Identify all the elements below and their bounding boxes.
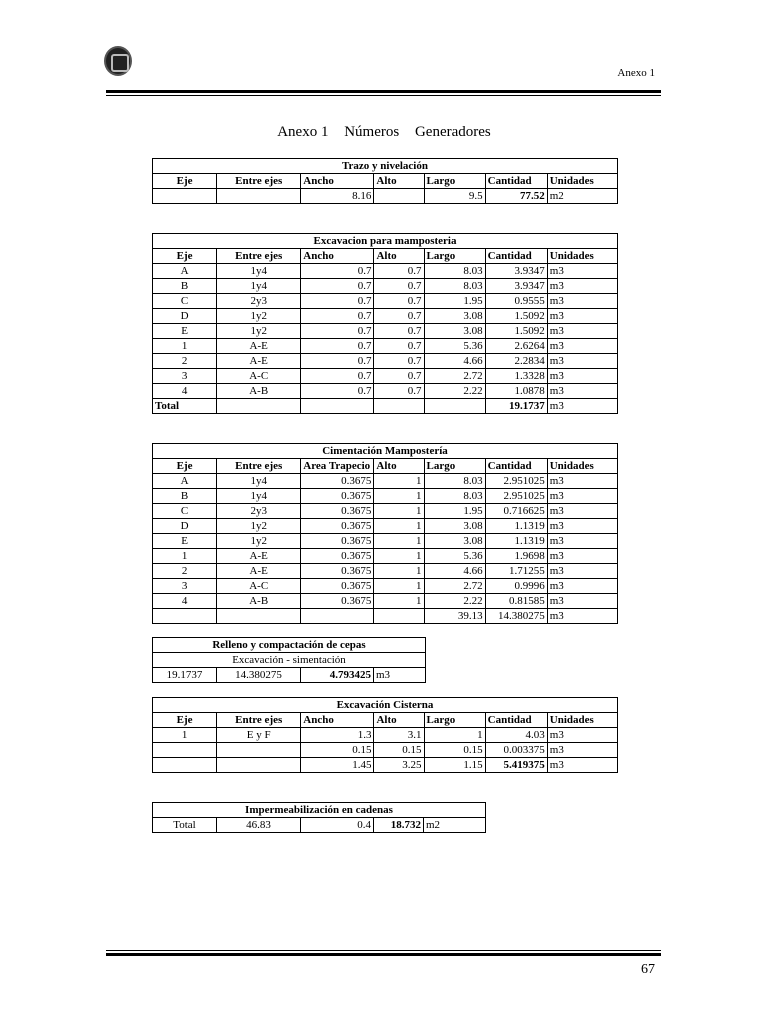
cell xyxy=(301,609,374,624)
cell: 0.7 xyxy=(301,354,374,369)
cell: m3 xyxy=(374,668,426,683)
column-header: Largo xyxy=(424,249,485,264)
cell xyxy=(374,399,424,414)
cell xyxy=(374,609,424,624)
cell: D xyxy=(153,309,217,324)
cell: 1 xyxy=(374,519,424,534)
column-header: Eje xyxy=(153,459,217,474)
cell: 0.003375 xyxy=(485,743,547,758)
impermeabilizacion-table xyxy=(152,802,486,833)
cell xyxy=(374,189,424,204)
cell: Total xyxy=(153,399,217,414)
column-header: Unidades xyxy=(547,459,617,474)
cell: 1.45 xyxy=(301,758,374,773)
table-subcaption: Excavación - simentación xyxy=(153,653,426,668)
cell: 0.7 xyxy=(374,294,424,309)
cell: m3 xyxy=(547,294,617,309)
title-generadores: Generadores xyxy=(414,124,491,140)
cell: 0.9996 xyxy=(485,579,547,594)
cell: 8.03 xyxy=(424,489,485,504)
excavacion-table xyxy=(152,233,618,414)
cell: 0.7 xyxy=(301,264,374,279)
page-number: 67 xyxy=(641,962,655,977)
cell: 0.4 xyxy=(301,818,374,833)
cell: 2.951025 xyxy=(485,489,547,504)
cell: 0.7 xyxy=(374,279,424,294)
cell: 18.732 xyxy=(374,818,424,833)
column-header: Largo xyxy=(424,174,485,189)
table-row xyxy=(153,549,618,564)
cell: 14.380275 xyxy=(485,609,547,624)
cell: 1 xyxy=(153,728,217,743)
column-header: Largo xyxy=(424,459,485,474)
cell: 0.3675 xyxy=(301,579,374,594)
cell: m3 xyxy=(547,279,617,294)
cell: 4 xyxy=(153,384,217,399)
cell: 1y2 xyxy=(217,324,301,339)
total-row xyxy=(153,399,618,414)
cell: 4.66 xyxy=(424,564,485,579)
total-row xyxy=(153,609,618,624)
cell: 0.7 xyxy=(301,339,374,354)
column-header: Entre ejes xyxy=(217,249,301,264)
cell: 0.9555 xyxy=(485,294,547,309)
cell: 1y4 xyxy=(217,264,301,279)
cell: 1.95 xyxy=(424,294,485,309)
column-header: Entre ejes xyxy=(217,713,301,728)
cell: 77.52 xyxy=(485,189,547,204)
cell: 0.7 xyxy=(301,384,374,399)
column-header: Alto xyxy=(374,249,424,264)
cell: 1y2 xyxy=(217,519,301,534)
cell: 0.7 xyxy=(301,279,374,294)
cell: 9.5 xyxy=(424,189,485,204)
cell: m3 xyxy=(547,519,617,534)
cell: 1.71255 xyxy=(485,564,547,579)
cell: m3 xyxy=(547,474,617,489)
cell: 3.08 xyxy=(424,534,485,549)
column-header: Ancho xyxy=(301,713,374,728)
cell: 4.66 xyxy=(424,354,485,369)
table-row xyxy=(153,279,618,294)
cell: E xyxy=(153,534,217,549)
table-row xyxy=(153,743,618,758)
cell: 3.08 xyxy=(424,324,485,339)
cell: m3 xyxy=(547,564,617,579)
cell: 2.22 xyxy=(424,384,485,399)
cell: 1 xyxy=(374,549,424,564)
table-caption: Relleno y compactación de cepas xyxy=(153,638,426,653)
header-rule-thin xyxy=(106,95,661,96)
column-header: Alto xyxy=(374,459,424,474)
cell: 0.3675 xyxy=(301,489,374,504)
cell xyxy=(217,609,301,624)
cell: Total xyxy=(153,818,217,833)
table-row xyxy=(153,339,618,354)
column-header: Unidades xyxy=(547,249,617,264)
cell: 1.15 xyxy=(424,758,485,773)
column-header: Largo xyxy=(424,713,485,728)
column-header: Alto xyxy=(374,174,424,189)
cell: 1 xyxy=(374,489,424,504)
cell: A-B xyxy=(217,594,301,609)
column-header: Cantidad xyxy=(485,459,547,474)
cell: 2 xyxy=(153,354,217,369)
cell: 3 xyxy=(153,579,217,594)
cell: E xyxy=(153,324,217,339)
cell: A-E xyxy=(217,564,301,579)
cell: 2.951025 xyxy=(485,474,547,489)
column-header: Ancho xyxy=(301,174,374,189)
title-annex: Anexo 1 xyxy=(277,124,329,140)
cell: C xyxy=(153,504,217,519)
column-header: Ancho xyxy=(301,249,374,264)
table-row xyxy=(153,579,618,594)
cell xyxy=(153,189,217,204)
cell: 4 xyxy=(153,594,217,609)
cell xyxy=(301,399,374,414)
cell: 1y2 xyxy=(217,534,301,549)
column-header: Unidades xyxy=(547,174,617,189)
cell: 4.03 xyxy=(485,728,547,743)
cell: 0.3675 xyxy=(301,564,374,579)
cell: A-C xyxy=(217,579,301,594)
cell: 5.36 xyxy=(424,549,485,564)
cell: 1.1319 xyxy=(485,534,547,549)
cell: 1y2 xyxy=(217,309,301,324)
cell: 8.03 xyxy=(424,474,485,489)
cell: 0.7 xyxy=(301,294,374,309)
table-row xyxy=(153,728,618,743)
column-header: Cantidad xyxy=(485,174,547,189)
cell: m3 xyxy=(547,324,617,339)
cell: 3 xyxy=(153,369,217,384)
cell: 0.7 xyxy=(374,384,424,399)
cell: 1.5092 xyxy=(485,309,547,324)
cell: 8.03 xyxy=(424,264,485,279)
cell: m3 xyxy=(547,579,617,594)
cell: 1 xyxy=(424,728,485,743)
cell: 0.7 xyxy=(374,354,424,369)
cell xyxy=(153,609,217,624)
cell: 1.3328 xyxy=(485,369,547,384)
cell: 2y3 xyxy=(217,504,301,519)
cell: 8.03 xyxy=(424,279,485,294)
cell: 14.380275 xyxy=(217,668,301,683)
cell: m3 xyxy=(547,534,617,549)
cell: 3.9347 xyxy=(485,279,547,294)
column-header: Eje xyxy=(153,713,217,728)
cell: 0.7 xyxy=(301,324,374,339)
relleno-table xyxy=(152,637,426,683)
table-row xyxy=(153,264,618,279)
cell: 5.419375 xyxy=(485,758,547,773)
cell: 2 xyxy=(153,564,217,579)
column-header: Area Trapecio xyxy=(301,459,374,474)
cell: 2.72 xyxy=(424,579,485,594)
cell: m3 xyxy=(547,309,617,324)
page-title xyxy=(0,124,768,141)
cell: m2 xyxy=(424,818,486,833)
cell: m3 xyxy=(547,384,617,399)
cell: 3.08 xyxy=(424,519,485,534)
cell: 1 xyxy=(374,534,424,549)
cisterna-table xyxy=(152,697,618,773)
cell: 1.0878 xyxy=(485,384,547,399)
cell: 0.7 xyxy=(374,309,424,324)
cell: A-E xyxy=(217,549,301,564)
cell: 5.36 xyxy=(424,339,485,354)
cell: 0.7 xyxy=(374,339,424,354)
cell: 0.7 xyxy=(301,309,374,324)
cell: m3 xyxy=(547,758,617,773)
cell: 0.7 xyxy=(301,369,374,384)
table-row xyxy=(153,294,618,309)
cell: A xyxy=(153,264,217,279)
cell: 8.16 xyxy=(301,189,374,204)
table-row xyxy=(153,668,426,683)
table-row xyxy=(153,384,618,399)
cell: D xyxy=(153,519,217,534)
cell: 1 xyxy=(374,594,424,609)
table-row xyxy=(153,369,618,384)
cell: 0.15 xyxy=(424,743,485,758)
university-seal-logo xyxy=(104,46,132,76)
cell: 2.22 xyxy=(424,594,485,609)
table-row xyxy=(153,324,618,339)
cimentacion-table xyxy=(152,443,618,624)
table-caption: Trazo y nivelación xyxy=(153,159,618,174)
table-caption: Cimentación Mampostería xyxy=(153,444,618,459)
cell xyxy=(217,758,301,773)
trazo-table xyxy=(152,158,618,204)
cell: A xyxy=(153,474,217,489)
cell: 2y3 xyxy=(217,294,301,309)
cell: A-E xyxy=(217,354,301,369)
column-header: Entre ejes xyxy=(217,459,301,474)
cell: E y F xyxy=(217,728,301,743)
cell: m3 xyxy=(547,728,617,743)
cell: 0.3675 xyxy=(301,519,374,534)
cell: 1y4 xyxy=(217,489,301,504)
cell: 1 xyxy=(374,474,424,489)
table-row xyxy=(153,758,618,773)
cell: 0.7 xyxy=(374,264,424,279)
cell: 1 xyxy=(153,549,217,564)
cell: m3 xyxy=(547,399,617,414)
table-row xyxy=(153,504,618,519)
footer-rule xyxy=(106,953,661,956)
cell: 0.7 xyxy=(374,369,424,384)
cell: 1 xyxy=(153,339,217,354)
cell: 1y4 xyxy=(217,279,301,294)
table-row xyxy=(153,534,618,549)
cell: 0.3675 xyxy=(301,504,374,519)
cell: 0.15 xyxy=(374,743,424,758)
cell: A-C xyxy=(217,369,301,384)
cell: 2.72 xyxy=(424,369,485,384)
column-header: Eje xyxy=(153,174,217,189)
cell: m3 xyxy=(547,609,617,624)
table-row xyxy=(153,354,618,369)
cell: 0.3675 xyxy=(301,549,374,564)
cell: 2.2834 xyxy=(485,354,547,369)
running-header: Anexo 1 xyxy=(617,67,655,79)
cell: 1.1319 xyxy=(485,519,547,534)
table-caption: Excavacion para mamposteria xyxy=(153,234,618,249)
table-row xyxy=(153,594,618,609)
cell: m3 xyxy=(547,504,617,519)
cell: 19.1737 xyxy=(485,399,547,414)
cell: 2.6264 xyxy=(485,339,547,354)
table-row xyxy=(153,564,618,579)
table-row xyxy=(153,519,618,534)
cell: 39.13 xyxy=(424,609,485,624)
table-row xyxy=(153,818,486,833)
table-row xyxy=(153,309,618,324)
column-header: Eje xyxy=(153,249,217,264)
table-caption: Impermeabilización en cadenas xyxy=(153,803,486,818)
cell: m3 xyxy=(547,594,617,609)
cell: 0.81585 xyxy=(485,594,547,609)
cell: 4.793425 xyxy=(301,668,374,683)
cell xyxy=(217,743,301,758)
column-header: Alto xyxy=(374,713,424,728)
cell: m3 xyxy=(547,339,617,354)
footer-rule-thin xyxy=(106,950,661,951)
cell: 3.08 xyxy=(424,309,485,324)
cell: 3.1 xyxy=(374,728,424,743)
cell: 46.83 xyxy=(217,818,301,833)
cell xyxy=(217,399,301,414)
cell: 1.3 xyxy=(301,728,374,743)
cell: B xyxy=(153,489,217,504)
cell xyxy=(424,399,485,414)
cell: m3 xyxy=(547,743,617,758)
cell: 1y4 xyxy=(217,474,301,489)
cell: 1 xyxy=(374,504,424,519)
cell: A-E xyxy=(217,339,301,354)
cell: m3 xyxy=(547,264,617,279)
column-header: Entre ejes xyxy=(217,174,301,189)
column-header: Unidades xyxy=(547,713,617,728)
cell xyxy=(153,743,217,758)
table-row xyxy=(153,474,618,489)
cell: m2 xyxy=(547,189,617,204)
column-header: Cantidad xyxy=(485,249,547,264)
cell: A-B xyxy=(217,384,301,399)
cell: 0.3675 xyxy=(301,534,374,549)
cell: 0.716625 xyxy=(485,504,547,519)
table-row xyxy=(153,489,618,504)
cell: 1.95 xyxy=(424,504,485,519)
header-rule xyxy=(106,90,661,93)
cell: 0.3675 xyxy=(301,594,374,609)
table-caption: Excavación Cisterna xyxy=(153,698,618,713)
cell: 1 xyxy=(374,564,424,579)
table-row xyxy=(153,189,618,204)
cell: 19.1737 xyxy=(153,668,217,683)
cell: m3 xyxy=(547,549,617,564)
cell: 0.3675 xyxy=(301,474,374,489)
cell xyxy=(153,758,217,773)
cell: 0.7 xyxy=(374,324,424,339)
cell: 3.9347 xyxy=(485,264,547,279)
title-numeros: Números xyxy=(344,124,400,140)
cell: 0.15 xyxy=(301,743,374,758)
cell: 3.25 xyxy=(374,758,424,773)
cell: m3 xyxy=(547,369,617,384)
cell xyxy=(217,189,301,204)
column-header: Cantidad xyxy=(485,713,547,728)
cell: 1 xyxy=(374,579,424,594)
cell: 1.5092 xyxy=(485,324,547,339)
cell: m3 xyxy=(547,354,617,369)
cell: C xyxy=(153,294,217,309)
cell: m3 xyxy=(547,489,617,504)
cell: B xyxy=(153,279,217,294)
cell: 1.9698 xyxy=(485,549,547,564)
